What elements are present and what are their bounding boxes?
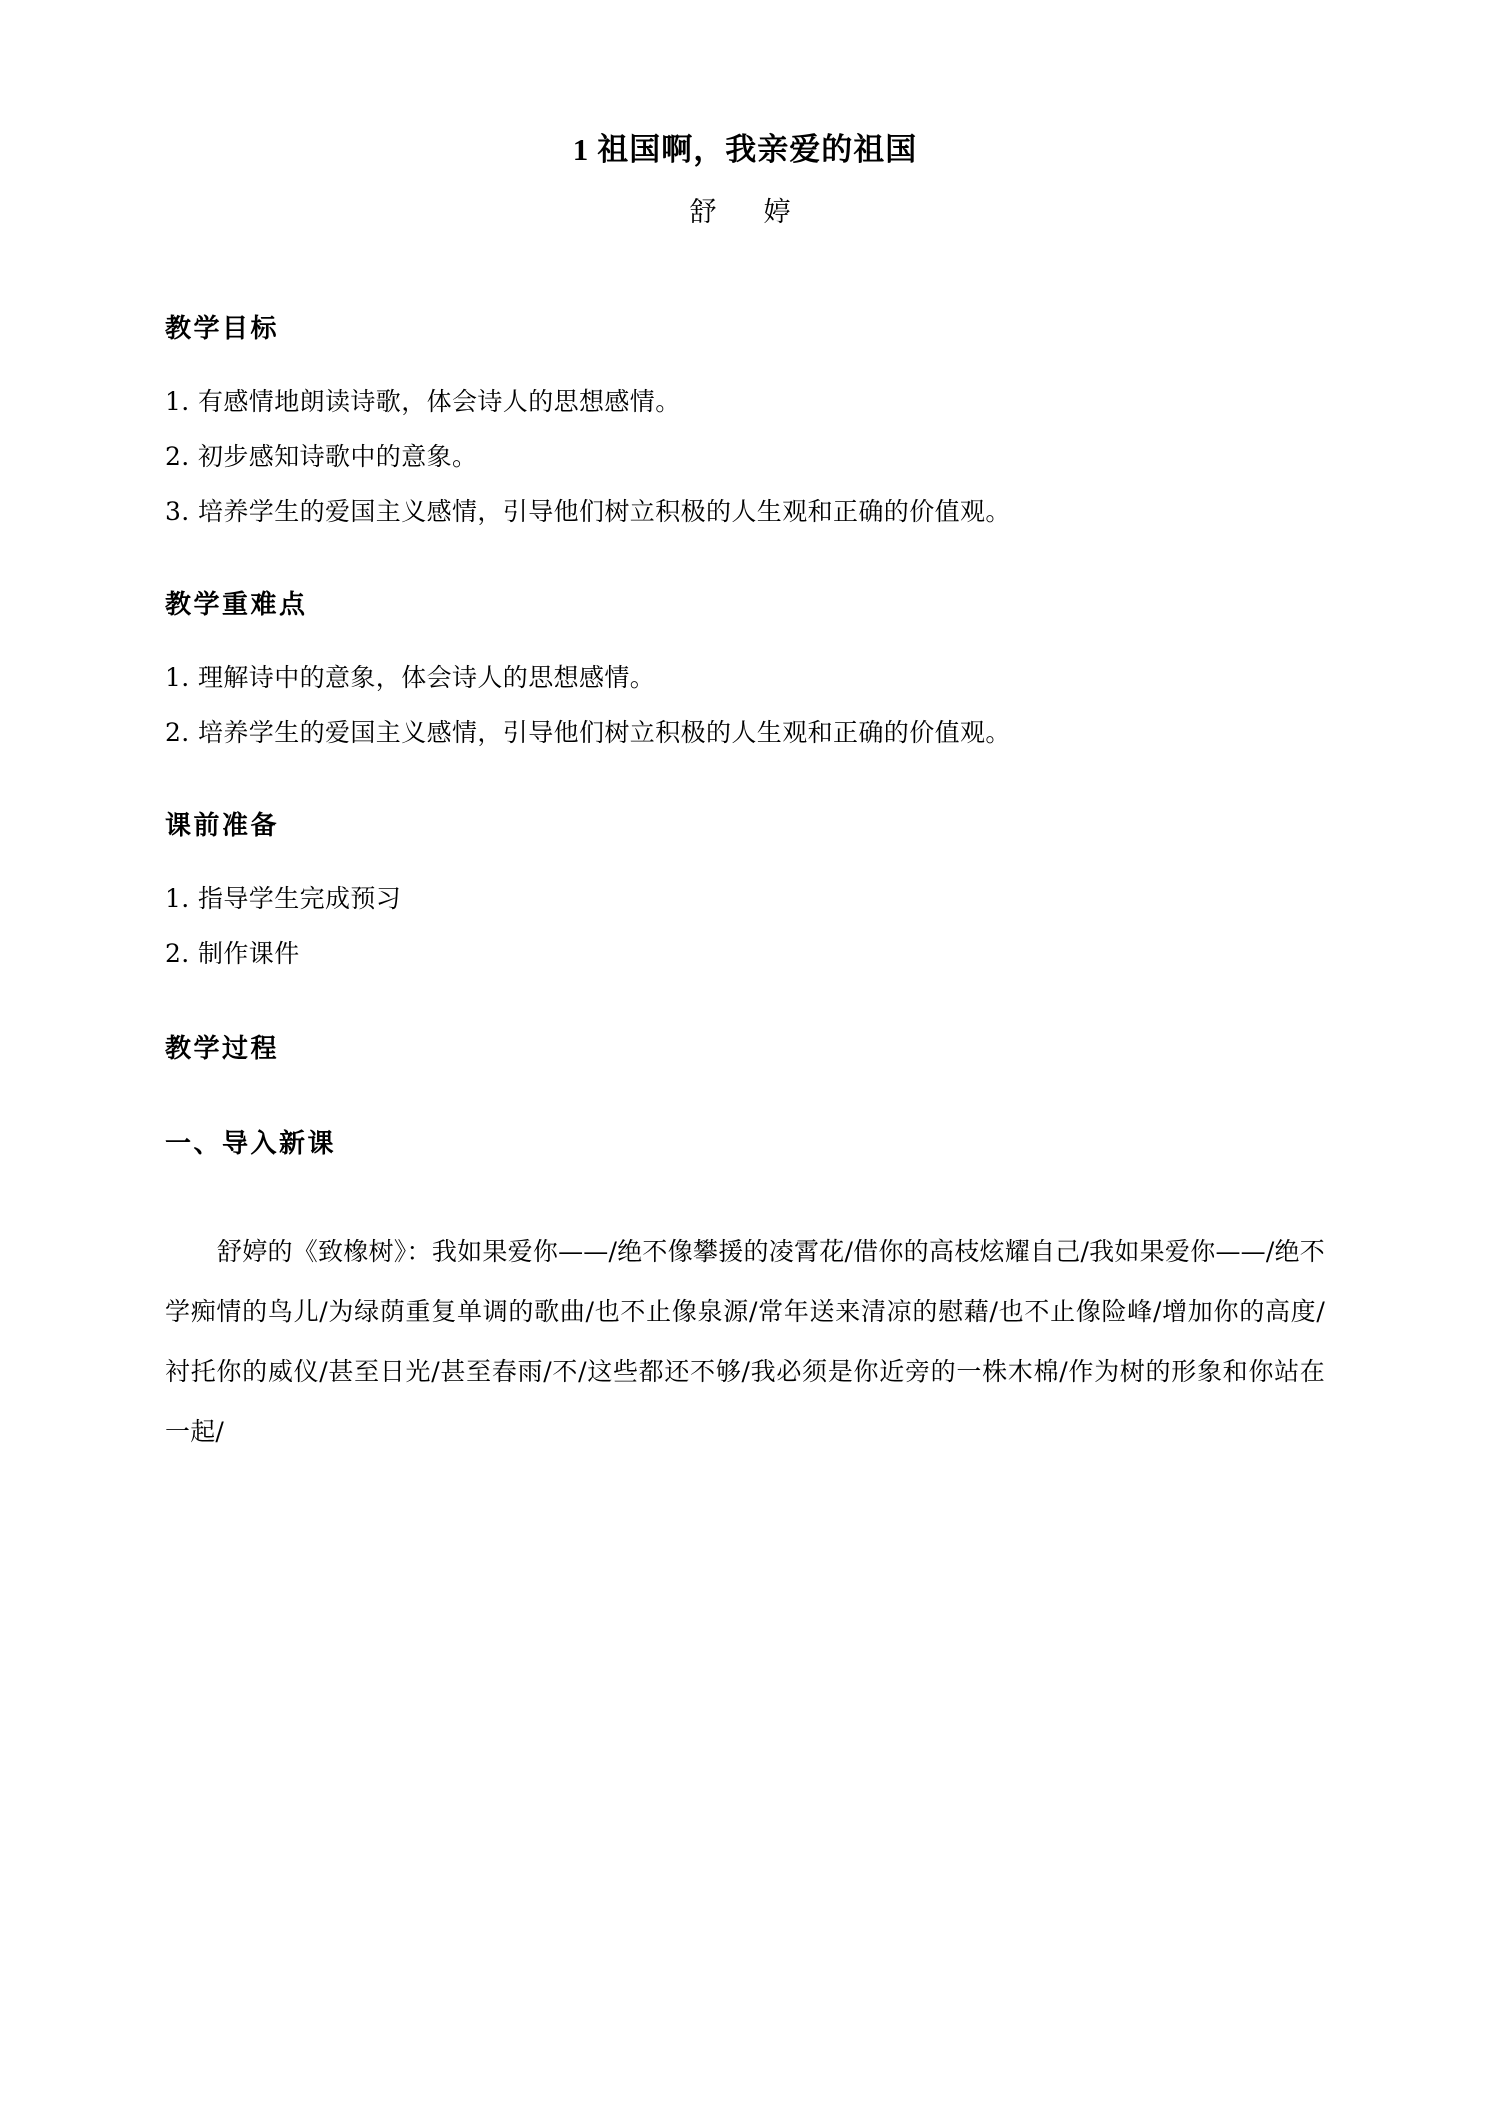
list-preparation xyxy=(165,846,1325,969)
section-heading-lesson-intro: 一、导入新课 xyxy=(165,1129,337,1160)
list-item: 2. 培养学生的爱国主义感情，引导他们树立积极的人生观和正确的价值观。 xyxy=(165,718,1011,748)
section-heading-preparation: 课前准备 xyxy=(165,811,280,842)
document-body xyxy=(165,0,1325,1462)
body-lesson-intro xyxy=(165,1164,1325,1462)
page-title xyxy=(165,0,1325,172)
title-text: 祖国啊，我亲爱的祖国 xyxy=(597,132,918,168)
section-heading-key-difficulties: 教学重难点 xyxy=(165,590,308,621)
list-item: 1. 理解诗中的意象，体会诗人的思想感情。 xyxy=(165,663,656,693)
list-item: 1. 有感情地朗读诗歌，体会诗人的思想感情。 xyxy=(165,387,681,417)
paragraph: 舒婷的《致橡树》：我如果爱你——/绝不像攀援的凌霄花/借你的高枝炫耀自己/我如果爱你——/绝不学痴情的鸟儿/为绿荫重复单调的歌曲/也不止像泉源/常年送来清凉的慰藉/也不止像险峰/增加你的高度/衬托你的威仪/甚至日光/甚至春雨/不/这些都还不够/我必须是你近旁的一株木棉/作为树的形象和你站在一起/ xyxy=(165,1237,1325,1447)
title-number: 1 xyxy=(572,132,590,167)
list-item: 2. 制作课件 xyxy=(165,939,300,969)
list-item: 2. 初步感知诗歌中的意象。 xyxy=(165,442,478,472)
list-item: 1. 指导学生完成预习 xyxy=(165,884,402,914)
list-teaching-objectives xyxy=(165,349,1325,527)
section-heading-teaching-process: 教学过程 xyxy=(165,1034,280,1065)
author-name: 舒 婷 xyxy=(689,197,801,229)
list-item: 3. 培养学生的爱国主义感情，引导他们树立积极的人生观和正确的价值观。 xyxy=(165,497,1011,527)
section-heading-teaching-objectives: 教学目标 xyxy=(165,314,280,345)
list-key-difficulties xyxy=(165,625,1325,748)
